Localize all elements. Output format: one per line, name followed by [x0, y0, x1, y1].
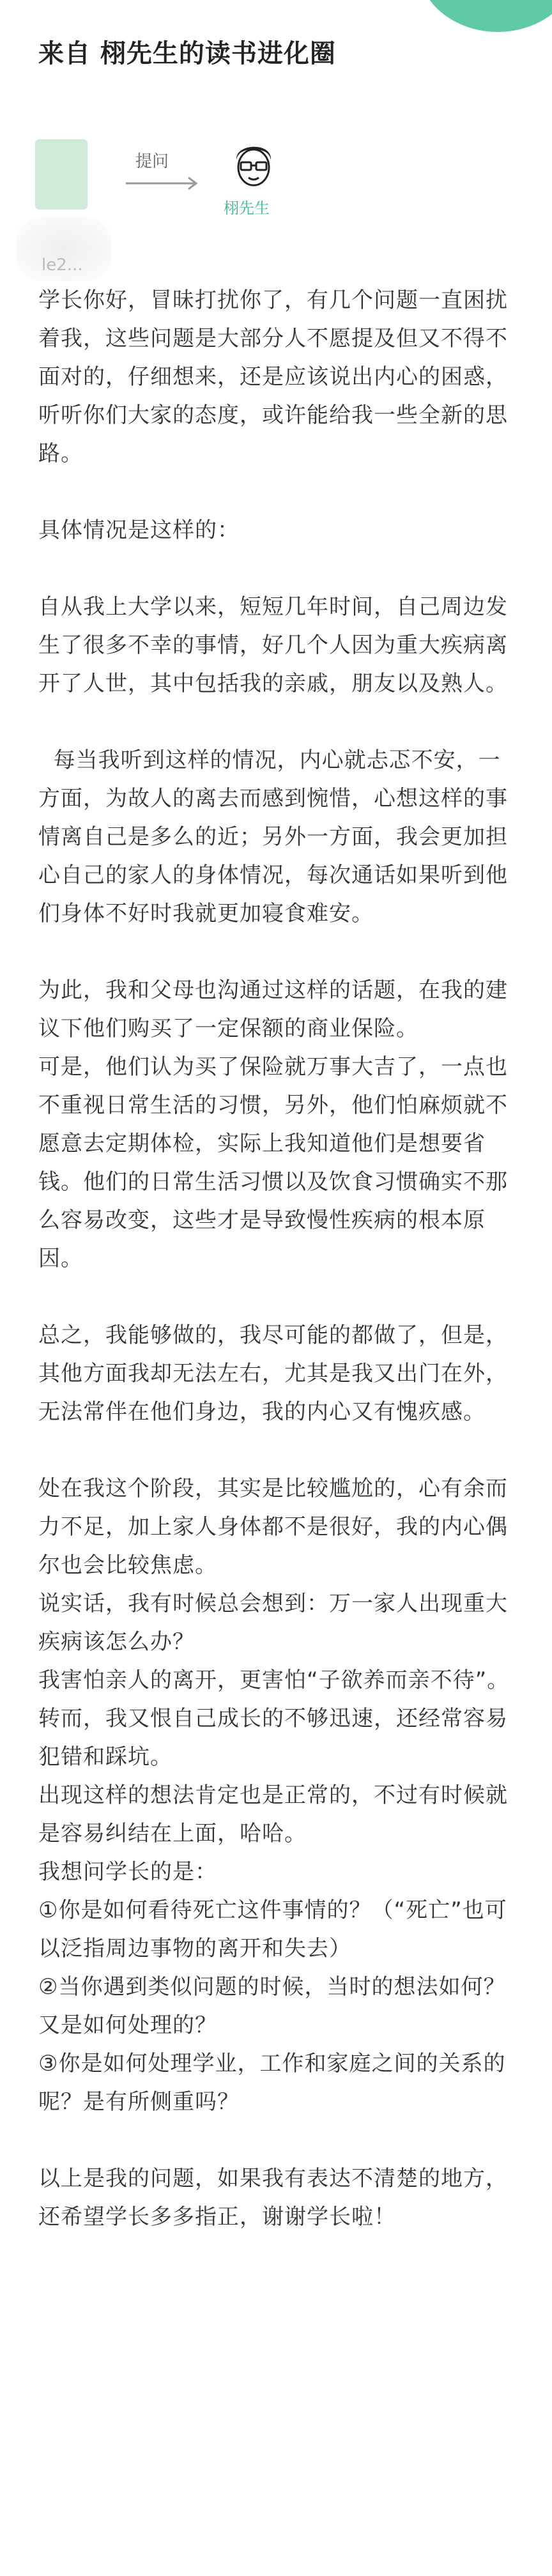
paragraph: 我害怕亲人的离开，更害怕“子欲养而亲不待”。	[38, 1667, 510, 1693]
paragraph: 以上是我的问题，如果我有表达不清楚的地方，还希望学长多多指正，谢谢学长啦！	[38, 2166, 508, 2230]
paragraph-spacer	[38, 1431, 516, 1469]
paragraph: 自从我上大学以来，短短几年时间，自己周边发生了很多不幸的事情，好几个人因为重大疾病离开了人世，其中包括我的亲戚，朋友以及熟人。	[38, 594, 508, 696]
paragraph-spacer	[38, 549, 516, 588]
expert-name[interactable]: 栩先生	[224, 199, 270, 217]
paragraph: 我想问学长的是：	[38, 1859, 217, 1885]
arrow-right-icon	[125, 176, 201, 191]
question-body	[38, 281, 516, 2236]
paragraph: 每当我听到这样的情况，内心就忐忑不安，一方面，为故人的离去而感到惋惜，心想这样的事情离自己是多么的近；另外一方面，我会更加担心自己的家人的身体情况，每次通话如果听到他们身体不好时我就更加寝食难安。	[38, 747, 508, 926]
question-item-1: ①你是如何看待死亡这件事情的？（“死亡”也可以泛指周边事物的离开和失去）	[38, 1897, 507, 1961]
question-meta-row	[0, 134, 552, 288]
paragraph: 处在我这个阶段，其实是比较尴尬的，心有余而力不足，加上家人身体都不是很好，我的内心偶尔也会比较焦虑。	[38, 1476, 508, 1578]
asker-name-fragment: le2...	[42, 256, 83, 275]
ask-label: 提问	[135, 152, 169, 171]
paragraph-spacer	[38, 1278, 516, 1316]
paragraph: 说实话，我有时候总会想到：万一家人出现重大疾病该怎么办？	[38, 1591, 508, 1655]
paragraph-spacer	[38, 473, 516, 511]
expert-avatar-icon[interactable]	[225, 134, 282, 193]
paragraph: 具体情况是这样的：	[38, 518, 240, 543]
corner-decoration	[418, 0, 552, 32]
paragraph-spacer	[38, 2121, 516, 2159]
asker-avatar[interactable]	[35, 139, 88, 210]
paragraph: 转而，我又恨自己成长的不够迅速，还经常容易犯错和踩坑。	[38, 1706, 508, 1770]
page-title: 来自 栩先生的读书进化圈	[38, 39, 336, 68]
paragraph: 学长你好，冒昧打扰你了，有几个问题一直困扰着我，这些问题是大部分人不愿提及但又不得不面对的，仔细想来，还是应该说出内心的困惑，听听你们大家的态度，或许能给我一些全新的思路。	[38, 288, 508, 466]
paragraph: 可是，他们认为买了保险就万事大吉了，一点也不重视日常生活的习惯，另外，他们怕麻烦就不愿意去定期体检，实际上我知道他们是想要省钱。他们的日常生活习惯以及饮食习惯确实不那么容易改变，这些才是导致慢性疾病的根本原因。	[38, 1054, 508, 1271]
question-item-2: ②当你遇到类似问题的时候，当时的想法如何？又是如何处理的？	[38, 1974, 506, 2038]
paragraph: 出现这样的想法肯定也是正常的，不过有时候就是容易纠结在上面，哈哈。	[38, 1782, 508, 1846]
question-item-3: ③你是如何处理学业，工作和家庭之间的关系的呢？是有所侧重吗？	[38, 2051, 506, 2115]
paragraph-spacer	[38, 933, 516, 971]
paragraph: 总之，我能够做的，我尽可能的都做了，但是，其他方面我却无法左右，尤其是我又出门在外，无法常伴在他们身边，我的内心又有愧疚感。	[38, 1322, 508, 1425]
paragraph-spacer	[38, 703, 516, 741]
paragraph: 为此，我和父母也沟通过这样的话题，在我的建议下他们购买了一定保额的商业保险。	[38, 977, 508, 1041]
